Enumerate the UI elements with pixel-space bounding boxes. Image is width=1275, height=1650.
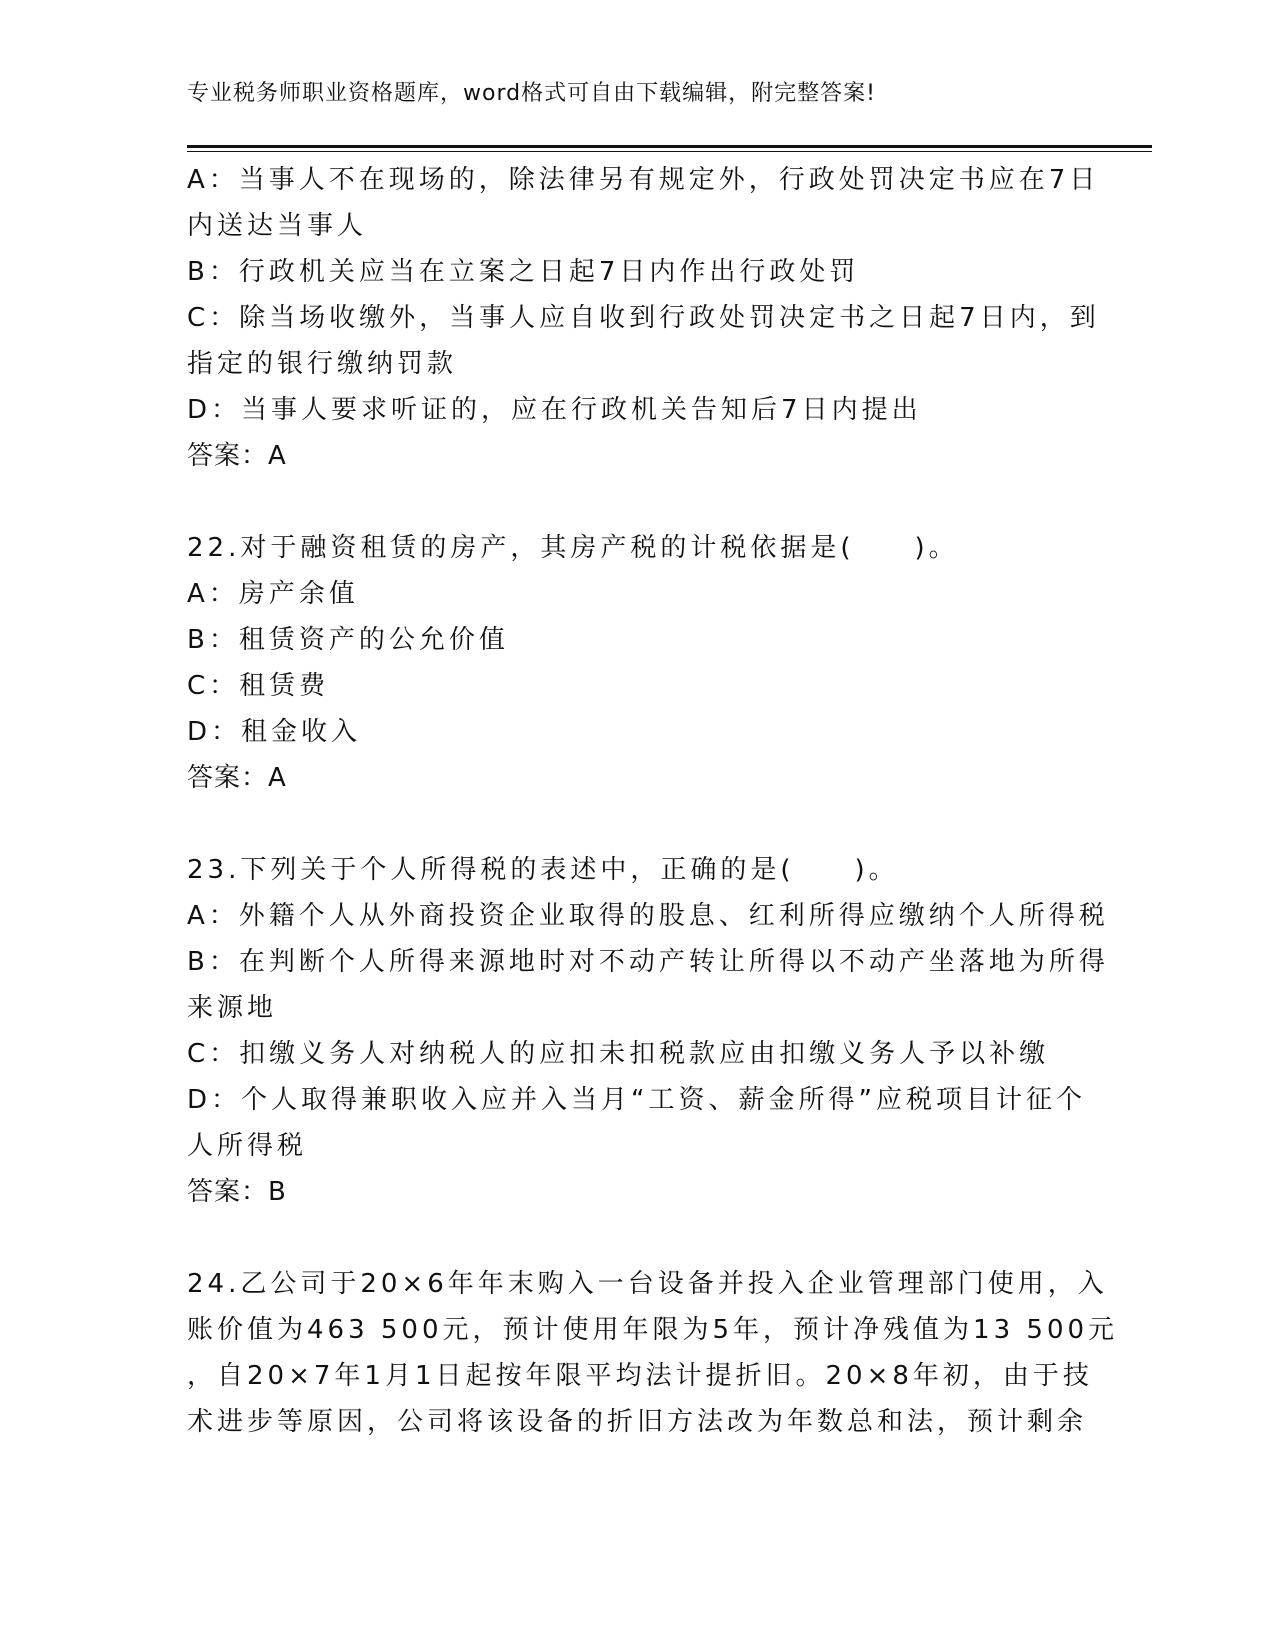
q24-stem-line4: 术进步等原因，公司将该设备的折旧方法改为年数总和法，预计剩余 bbox=[187, 1407, 1088, 1437]
q23-option-c: C：扣缴义务人对纳税人的应扣未扣税款应由扣缴义务人予以补缴 bbox=[187, 1039, 1050, 1069]
q22-option-a: A：房产余值 bbox=[187, 579, 359, 609]
q24-stem-line1: 24.乙公司于20×6年年末购入一台设备并投入企业管理部门使用，入 bbox=[187, 1269, 1108, 1299]
q23-stem: 23.下列关于个人所得税的表述中，正确的是( )。 bbox=[187, 855, 899, 885]
q23-option-b-line1: B：在判断个人所得来源地时对不动产转让所得以不动产坐落地为所得 bbox=[187, 947, 1109, 977]
header-rule-thick bbox=[187, 145, 1152, 148]
page-header: 专业税务师职业资格题库，word格式可自由下载编辑，附完整答案! bbox=[187, 81, 876, 106]
q21-option-a-line1: A：当事人不在现场的，除法律另有规定外，行政处罚决定书应在7日 bbox=[187, 165, 1100, 195]
header-rule-thin bbox=[187, 151, 1152, 152]
q24-stem-line3: ，自20×7年1月1日起按年限平均法计提折旧。20×8年初，由于技 bbox=[187, 1361, 1093, 1391]
q22-option-d: D：租金收入 bbox=[187, 717, 362, 747]
q22-answer: 答案：A bbox=[187, 763, 287, 793]
q24-stem-line2: 账价值为463 500元，预计使用年限为5年，预计净残值为13 500元 bbox=[187, 1315, 1119, 1345]
q22-option-b: B：租赁资产的公允价值 bbox=[187, 625, 509, 655]
q21-answer: 答案：A bbox=[187, 441, 287, 471]
q23-option-d-line2: 人所得税 bbox=[187, 1131, 308, 1161]
q23-answer: 答案：B bbox=[187, 1177, 287, 1207]
q22-option-c: C：租赁费 bbox=[187, 671, 330, 701]
q21-option-c-line2: 指定的银行缴纳罚款 bbox=[187, 349, 458, 379]
q22-stem: 22.对于融资租赁的房产，其房产税的计税依据是( )。 bbox=[187, 533, 959, 563]
q21-option-c-line1: C：除当场收缴外，当事人应自收到行政处罚决定书之日起7日内，到 bbox=[187, 303, 1100, 333]
q21-option-b: B：行政机关应当在立案之日起7日内作出行政处罚 bbox=[187, 257, 860, 287]
q23-option-d-line1: D：个人取得兼职收入应并入当月“工资、薪金所得”应税项目计征个 bbox=[187, 1085, 1086, 1115]
spacer bbox=[187, 1215, 1087, 1261]
q21-option-d: D：当事人要求听证的，应在行政机关告知后7日内提出 bbox=[187, 395, 922, 425]
q23-option-a: A：外籍个人从外商投资企业取得的股息、红利所得应缴纳个人所得税 bbox=[187, 901, 1109, 931]
q23-option-b-line2: 来源地 bbox=[187, 993, 278, 1023]
spacer bbox=[187, 801, 1087, 847]
spacer bbox=[187, 479, 1087, 525]
q21-option-a-line2: 内送达当事人 bbox=[187, 211, 368, 241]
question-content bbox=[187, 157, 1119, 1445]
